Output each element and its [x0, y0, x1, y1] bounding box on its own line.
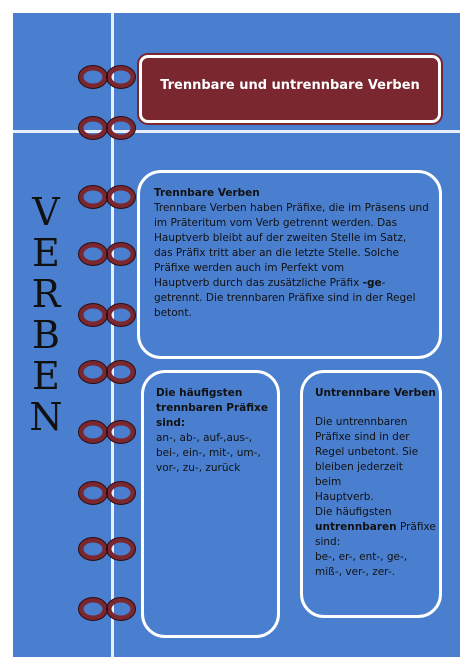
page-title: Trennbare und untrennbare Verben	[160, 78, 420, 93]
card-line: sind:	[315, 536, 341, 548]
side-letter: R	[31, 272, 61, 316]
card-line: im Präteritum vom Verb getrennt werden. Das	[154, 217, 398, 229]
side-letter: E	[32, 354, 60, 398]
card-line: getrennt. Die trennbaren Präfixe sind in der Regel	[154, 292, 416, 304]
card-line: das Präfix tritt aber an die letzte Stelle. Solche	[154, 247, 399, 259]
ring-icon	[75, 535, 139, 563]
line-text: -	[381, 277, 386, 289]
card-line: Regel unbetont. Sie	[315, 446, 419, 458]
card-trennbare-praefixe	[141, 370, 280, 638]
card-line: miß-, ver-, zer-.	[315, 566, 395, 578]
card-line: beim	[315, 476, 342, 488]
card-line: Die untrennbaren	[315, 416, 408, 428]
card-line: Trennbare Verben haben Präfixe, die im Präsens und	[154, 202, 429, 214]
side-letter: V	[32, 190, 60, 234]
side-letter: N	[29, 395, 63, 439]
line-text: Hauptverb durch das zusätzliche Präfix	[154, 277, 363, 289]
ring-icon	[75, 595, 139, 623]
worksheet	[13, 13, 460, 657]
card-line: bei-, ein-, mit-, um-,	[156, 447, 261, 459]
bold-word: untrennbaren	[315, 521, 397, 533]
card-line: betont.	[154, 307, 192, 319]
ring-icon	[75, 114, 139, 142]
ring-icon	[75, 301, 139, 329]
card-line	[154, 276, 439, 291]
card-line	[315, 520, 439, 535]
title-banner	[139, 55, 441, 123]
card-line: Hauptverb.	[315, 491, 374, 503]
card-heading: Trennbare Verben	[154, 187, 260, 199]
card-heading: sind:	[156, 417, 186, 429]
card-heading: Untrennbare Verben	[315, 387, 436, 399]
ring-icon	[75, 63, 139, 91]
card-heading: Die häufigsten	[156, 387, 243, 399]
card-line: bleiben jederzeit	[315, 461, 403, 473]
ring-icon	[75, 240, 139, 268]
card-line: an-, ab-, auf-,aus-,	[156, 432, 253, 444]
card-line: Hauptverb bleibt auf der zweiten Stelle im Satz,	[154, 232, 407, 244]
card-line: be-, er-, ent-, ge-,	[315, 551, 408, 563]
bold-prefix: -ge	[362, 277, 382, 289]
card-line: Die häufigsten	[315, 506, 392, 518]
card-line: Präfixe sind in der	[315, 431, 410, 443]
ring-icon	[75, 418, 139, 446]
line-text: Präfixe	[396, 521, 436, 533]
card-heading: trennbaren Präfixe	[156, 402, 268, 414]
binder-rings	[75, 13, 139, 657]
ring-icon	[75, 358, 139, 386]
ring-icon	[75, 479, 139, 507]
card-untrennbare-verben	[300, 370, 442, 618]
card-line: vor-, zu-, zurück	[156, 462, 241, 474]
side-letter: E	[32, 231, 60, 275]
card-line: Präfixe werden auch im Perfekt vom	[154, 262, 345, 274]
ring-icon	[75, 183, 139, 211]
side-letter: B	[32, 313, 60, 357]
card-trennbare-verben	[137, 170, 442, 359]
